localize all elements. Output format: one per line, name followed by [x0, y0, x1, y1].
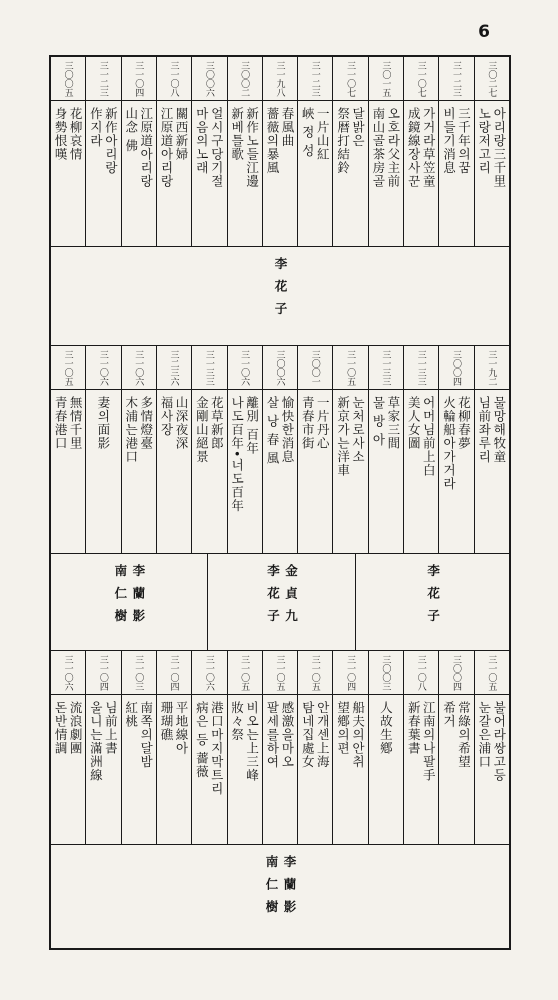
record-number — [475, 651, 509, 695]
record-number — [192, 57, 226, 101]
song-title-text: 花草新郎 金剛山絕景 — [194, 396, 225, 464]
credits-row-3 — [51, 845, 509, 948]
record-number-text: 三一九二 — [486, 349, 497, 386]
song-title — [406, 695, 436, 844]
record-number-text: 三一〇四 — [168, 654, 179, 691]
record-number — [228, 346, 262, 390]
catalog-entry — [191, 651, 226, 844]
performer-name: 李蘭影 南仁樹 — [264, 855, 297, 923]
catalog-entry — [51, 651, 85, 844]
song-title-text: 물망해牧童 님前좌루리 — [476, 396, 507, 464]
song-title-text: 妻의面影 — [95, 396, 111, 450]
catalog-entry — [297, 651, 332, 844]
song-title-text: 離別 百年 나도百年•너도百年 — [229, 396, 260, 513]
song-title — [230, 695, 260, 844]
song-title — [442, 695, 472, 844]
record-number-text: 三一二三 — [309, 60, 320, 97]
song-title — [53, 695, 83, 844]
song-title-text: 春風曲 薔薇의暴風 — [264, 107, 295, 175]
catalog-entry — [191, 57, 226, 246]
song-title-text: 平地線아 珊瑚礁 — [159, 701, 190, 755]
song-title-text: 常綠의希望 希거 — [441, 701, 472, 769]
record-number-text: 三一〇七 — [345, 60, 356, 97]
song-title-text: 江南의나팔手 新春葉書 — [406, 701, 437, 782]
record-number-text: 三〇〇四 — [451, 349, 462, 386]
record-number-text: 三一〇五 — [274, 654, 285, 691]
song-title-text: 一片山紅 峽 정 성 — [300, 107, 331, 161]
record-number — [86, 57, 120, 101]
record-number-text: 三一〇七 — [415, 60, 426, 97]
song-title — [300, 695, 330, 844]
entries-row-2 — [51, 346, 509, 554]
record-number — [333, 651, 367, 695]
song-title-text: 가거라草笠童 成鏡線장사꾼 — [406, 107, 437, 188]
record-number — [228, 57, 262, 101]
song-title — [371, 101, 401, 246]
catalog-entry — [474, 651, 509, 844]
record-number — [475, 346, 509, 390]
page-number: 6 — [478, 22, 490, 42]
record-number — [333, 57, 367, 101]
record-number — [298, 57, 332, 101]
record-number-text: 三一〇五 — [239, 654, 250, 691]
catalog-entry — [85, 651, 120, 844]
record-number — [157, 651, 191, 695]
catalog-entry — [368, 57, 403, 246]
record-number — [333, 346, 367, 390]
record-number — [122, 651, 156, 695]
record-number-text: 三一〇六 — [97, 349, 108, 386]
song-title-text: 新作노들江邊 新베틀歌 — [229, 107, 260, 188]
catalog-entry — [191, 346, 226, 553]
song-title — [336, 101, 366, 246]
song-title — [230, 390, 260, 553]
catalog-entry — [156, 346, 191, 553]
entries-row-3 — [51, 651, 509, 845]
song-title — [194, 390, 224, 553]
record-number-text: 三一九八 — [274, 60, 285, 97]
record-number — [192, 651, 226, 695]
song-title-text: 山深夜深 福사장 — [159, 396, 190, 450]
record-number — [263, 346, 297, 390]
song-title — [88, 695, 118, 844]
catalog-entry — [227, 651, 262, 844]
record-number-text: 三一三三 — [203, 349, 214, 386]
catalog-table — [49, 55, 511, 950]
song-title-text: 一片丹心 青春市街 — [300, 396, 331, 450]
song-title — [53, 101, 83, 246]
record-number — [51, 57, 85, 101]
record-number-text: 三一二三 — [451, 60, 462, 97]
song-title — [124, 390, 154, 553]
record-number-text: 三一〇三 — [133, 654, 144, 691]
song-title — [336, 390, 366, 553]
song-title — [477, 101, 507, 246]
song-title — [406, 390, 436, 553]
record-number — [298, 346, 332, 390]
song-title-text: 아리랑三千里 노랑저고리 — [476, 107, 507, 188]
song-title-text: 新作아리랑 作지라 — [88, 107, 119, 175]
song-title — [265, 101, 295, 246]
song-title — [159, 695, 189, 844]
record-number-text: 三一〇四 — [97, 654, 108, 691]
song-title-text: 流浪劇團 돈반情調 — [53, 701, 84, 755]
catalog-entry — [121, 57, 156, 246]
song-title-text: 無情千里 青春港口 — [53, 396, 84, 450]
catalog-entry — [332, 57, 367, 246]
record-number — [86, 651, 120, 695]
record-number-text: 三一〇六 — [133, 349, 144, 386]
song-title — [124, 695, 154, 844]
record-number-text: 三〇〇四 — [451, 654, 462, 691]
catalog-entry — [403, 346, 438, 553]
song-title — [336, 695, 366, 844]
catalog-entry — [368, 346, 403, 553]
song-title-text: 花柳春夢 火輪船아가거라 — [441, 396, 472, 491]
record-number-text: 三〇〇六 — [274, 349, 285, 386]
section-3 — [51, 651, 509, 948]
performer-name: 李花子 — [273, 257, 288, 325]
catalog-entry — [227, 346, 262, 553]
song-title — [230, 101, 260, 246]
catalog-entry — [262, 346, 297, 553]
song-title-text: 愉快한消息 살 낭 春 風 — [264, 396, 295, 465]
record-number — [122, 57, 156, 101]
record-number — [369, 346, 403, 390]
record-number-text: 三〇〇五 — [62, 60, 73, 97]
song-title-text: 三千年의꿈 비들기消息 — [441, 107, 472, 175]
song-title — [96, 390, 111, 553]
catalog-entry — [51, 57, 85, 246]
catalog-entry — [156, 57, 191, 246]
song-title-text: 港口마지막트리 病은 등 薔薇 — [194, 701, 225, 796]
song-title — [300, 390, 330, 553]
record-number-text: 三一〇五 — [486, 654, 497, 691]
song-title-text: 南쪽의달밤 紅桃 — [123, 701, 154, 769]
song-title-text: 어머님前上白 美人女圖 — [406, 396, 437, 477]
song-title-text: 花柳哀情 身勢恨嘆 — [53, 107, 84, 161]
song-title-text: 感激을마오 팔세를하여 — [264, 701, 295, 769]
record-number — [263, 651, 297, 695]
song-title-text: 불어라쌍고등 눈갈은浦口 — [476, 701, 507, 782]
performer-credit — [51, 247, 509, 346]
record-number-text: 三〇〇一 — [309, 349, 320, 386]
catalog-entry — [121, 346, 156, 553]
catalog-entry — [121, 651, 156, 844]
record-number — [228, 651, 262, 695]
song-title — [300, 101, 330, 246]
catalog-entry — [332, 651, 367, 844]
record-number-text: 三一〇八 — [415, 654, 426, 691]
record-number-text: 三一〇四 — [345, 654, 356, 691]
record-number — [192, 346, 226, 390]
record-number — [369, 57, 403, 101]
performer-credit — [51, 845, 509, 948]
catalog-entry — [85, 57, 120, 246]
record-number — [157, 57, 191, 101]
song-title-text: 草家三間 물 방 아 — [370, 396, 401, 450]
credits-row-1 — [51, 247, 509, 346]
record-number — [86, 346, 120, 390]
performer-credit — [51, 554, 207, 651]
song-title-text: 얼시구당기절 마음의노래 — [194, 107, 225, 188]
performer-name: 李蘭影 南仁樹 — [112, 564, 146, 632]
song-title-text: 人故生鄕 — [378, 701, 394, 755]
song-title-text: 안개센上海 탐네집處女 — [300, 701, 331, 769]
record-number-text: 三〇〇二 — [239, 60, 250, 97]
catalog-entry — [403, 57, 438, 246]
record-number-text: 三一〇五 — [309, 654, 320, 691]
record-number-text: 三二三六 — [168, 349, 179, 386]
record-number-text: 三〇〇六 — [203, 60, 214, 97]
song-title-text: 江原道아리랑 山念 佛 — [123, 107, 154, 188]
catalog-entry — [85, 346, 120, 553]
record-number — [404, 57, 438, 101]
song-title — [194, 695, 224, 844]
song-title-text: 비오는上三峰 妝々祭 — [229, 701, 260, 782]
record-number-text: 三一〇六 — [203, 654, 214, 691]
performer-credit — [355, 554, 509, 651]
record-number-text: 三一〇五 — [345, 349, 356, 386]
song-title — [88, 101, 118, 246]
record-number-text: 三〇〇三 — [380, 654, 391, 691]
catalog-entry — [438, 346, 473, 553]
section-1 — [51, 57, 509, 346]
credits-row-2 — [51, 554, 509, 651]
record-number-text: 三一〇五 — [62, 349, 73, 386]
record-number-text: 三一〇四 — [133, 60, 144, 97]
performer-credit — [207, 554, 356, 651]
record-number — [122, 346, 156, 390]
record-number-text: 三〇二七 — [486, 60, 497, 97]
record-number — [298, 651, 332, 695]
catalog-entry — [262, 57, 297, 246]
song-title-text: 오호라父主前 南山골茶房골 — [370, 107, 401, 188]
catalog-entry — [262, 651, 297, 844]
catalog-entry — [297, 57, 332, 246]
song-title-text: 님前上書 울니는滿洲線 — [88, 701, 119, 782]
catalog-entry — [403, 651, 438, 844]
song-title — [265, 695, 295, 844]
song-title — [265, 390, 295, 553]
catalog-entry — [368, 651, 403, 844]
song-title — [378, 695, 393, 844]
entries-row-1 — [51, 57, 509, 247]
record-number-text: 三一〇六 — [239, 349, 250, 386]
record-number-text: 三一二三 — [97, 60, 108, 97]
catalog-entry — [332, 346, 367, 553]
performer-name: 金貞九 李花子 — [265, 564, 299, 632]
song-title — [371, 390, 401, 553]
record-number — [404, 346, 438, 390]
catalog-entry — [51, 346, 85, 553]
catalog-entry — [297, 346, 332, 553]
performer-name: 李花子 — [425, 564, 441, 632]
song-title — [477, 695, 507, 844]
song-title — [442, 390, 472, 553]
record-number — [369, 651, 403, 695]
record-number-text: 三一〇八 — [168, 60, 179, 97]
record-number — [157, 346, 191, 390]
record-number — [439, 346, 473, 390]
catalog-entry — [438, 57, 473, 246]
record-number-text: 三〇一五 — [380, 60, 391, 97]
section-2 — [51, 346, 509, 651]
record-number — [439, 651, 473, 695]
song-title — [159, 390, 189, 553]
song-title — [477, 390, 507, 553]
song-title-text: 눈처로사소 新京가는洋車 — [335, 396, 366, 477]
song-title — [53, 390, 83, 553]
song-title-text: 關西新婦 江原道아리랑 — [159, 107, 190, 188]
record-number — [404, 651, 438, 695]
catalog-entry — [438, 651, 473, 844]
catalog-entry — [474, 57, 509, 246]
song-title — [124, 101, 154, 246]
catalog-entry — [227, 57, 262, 246]
record-number — [439, 57, 473, 101]
record-number — [51, 651, 85, 695]
catalog-entry — [474, 346, 509, 553]
record-number-text: 三一三三 — [380, 349, 391, 386]
record-number — [475, 57, 509, 101]
record-number — [263, 57, 297, 101]
song-title-text: 달밝은 祭暦打結鈴 — [335, 107, 366, 175]
song-title — [159, 101, 189, 246]
catalog-entry — [156, 651, 191, 844]
song-title-text: 船夫의안취 望鄕의편 — [335, 701, 366, 769]
song-title — [194, 101, 224, 246]
song-title — [442, 101, 472, 246]
song-title — [406, 101, 436, 246]
record-number — [51, 346, 85, 390]
record-number-text: 三一三三 — [415, 349, 426, 386]
song-title-text: 多情燈臺 木浦는港口 — [123, 396, 154, 464]
record-number-text: 三一〇六 — [62, 654, 73, 691]
